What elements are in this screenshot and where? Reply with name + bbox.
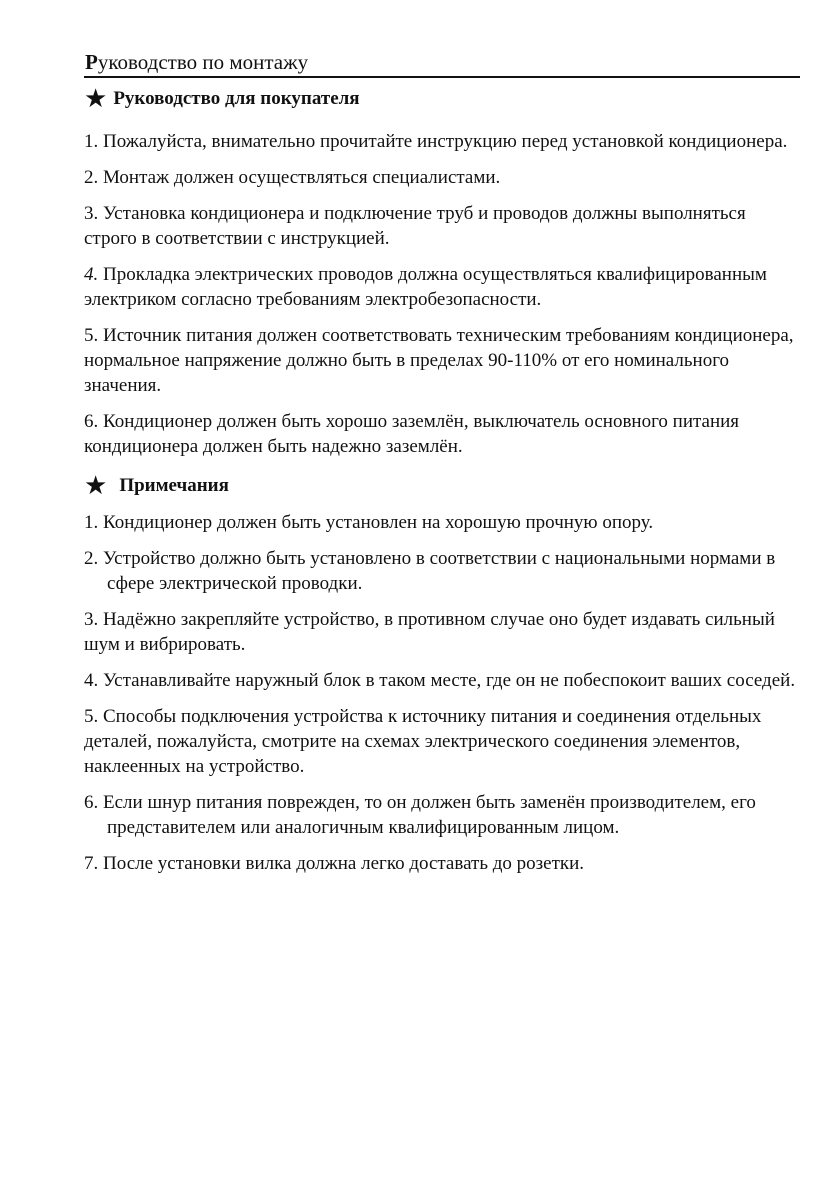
item-text: Прокладка электрических проводов должна осуществляться квалифицированным электриком согласно требованиям электробезопасности. xyxy=(84,264,767,310)
item-text: Монтаж должен осуществляться специалистами. xyxy=(103,167,501,188)
item-text: Способы подключения устройства к источнику питания и соединения отдельных деталей, пожалуйста, смотрите на схемах электрического соединения элементов, наклеенных на устройство. xyxy=(84,706,762,777)
running-header-text: уководство по монтажу xyxy=(97,50,309,74)
item-number: 4. xyxy=(84,670,99,691)
item-text: Устройство должно быть установлено в соответствии с национальными нормами в сфере электрической проводки. xyxy=(103,548,776,594)
item-number: 2. xyxy=(84,167,99,188)
buyer-guide-item-1 xyxy=(84,129,800,154)
star-icon: ★ xyxy=(84,84,108,114)
notes-item-1 xyxy=(84,510,800,535)
item-number: 3. xyxy=(84,609,99,630)
item-text: Установка кондиционера и подключение труб и проводов должны выполняться строго в соответствии с инструкцией. xyxy=(84,203,746,249)
buyer-guide-item-5 xyxy=(84,323,800,398)
item-text: Пожалуйста, внимательно прочитайте инструкцию перед установкой кондиционера. xyxy=(103,131,788,152)
notes-item-3 xyxy=(84,607,800,657)
item-text: Надёжно закрепляйте устройство, в противном случае оно будет издавать сильный шум и вибрировать. xyxy=(84,609,775,655)
section-title-notes xyxy=(84,473,800,499)
item-text: Источник питания должен соответствовать техническим требованиям кондиционера, нормальное напряжение должно быть в пределах 90-110% от его номинального значения. xyxy=(84,325,794,396)
item-number: 6. xyxy=(84,792,99,813)
item-text: Кондиционер должен быть хорошо заземлён, выключатель основного питания кондиционера должен быть надежно заземлён. xyxy=(84,411,740,457)
notes-item-6 xyxy=(84,790,800,840)
section-title-notes-text: Примечания xyxy=(119,475,229,496)
buyer-guide-item-2 xyxy=(84,165,800,190)
item-text: Устанавливайте наружный блок в таком месте, где он не побеспокоит ваших соседей. xyxy=(103,670,796,691)
buyer-guide-item-6 xyxy=(84,409,800,459)
notes-item-2 xyxy=(84,546,800,596)
star-icon: ★ xyxy=(84,471,108,501)
manual-page xyxy=(84,50,800,876)
item-number: 5. xyxy=(84,706,99,727)
section-title-buyer-guide xyxy=(84,86,800,112)
running-header-first-letter: Р xyxy=(85,50,98,74)
item-number: 2. xyxy=(84,548,99,569)
notes-item-4 xyxy=(84,668,800,693)
section-title-buyer-guide-text: Руководство для покупателя xyxy=(113,88,360,109)
item-number: 1. xyxy=(84,512,99,533)
item-number: 6. xyxy=(84,411,99,432)
item-number: 4. xyxy=(84,264,99,285)
item-text: Кондиционер должен быть установлен на хорошую прочную опору. xyxy=(103,512,654,533)
item-text: После установки вилка должна легко доставать до розетки. xyxy=(103,853,585,874)
item-text: Если шнур питания поврежден, то он должен быть заменён производителем, его представителем или аналогичным квалифицированным лицом. xyxy=(103,792,756,838)
notes-item-5 xyxy=(84,704,800,779)
buyer-guide-item-3 xyxy=(84,201,800,251)
item-number: 7. xyxy=(84,853,99,874)
item-number: 5. xyxy=(84,325,99,346)
item-number: 3. xyxy=(84,203,99,224)
running-header xyxy=(84,50,800,78)
item-number: 1. xyxy=(84,131,99,152)
notes-item-7 xyxy=(84,851,800,876)
buyer-guide-item-4 xyxy=(84,262,800,312)
